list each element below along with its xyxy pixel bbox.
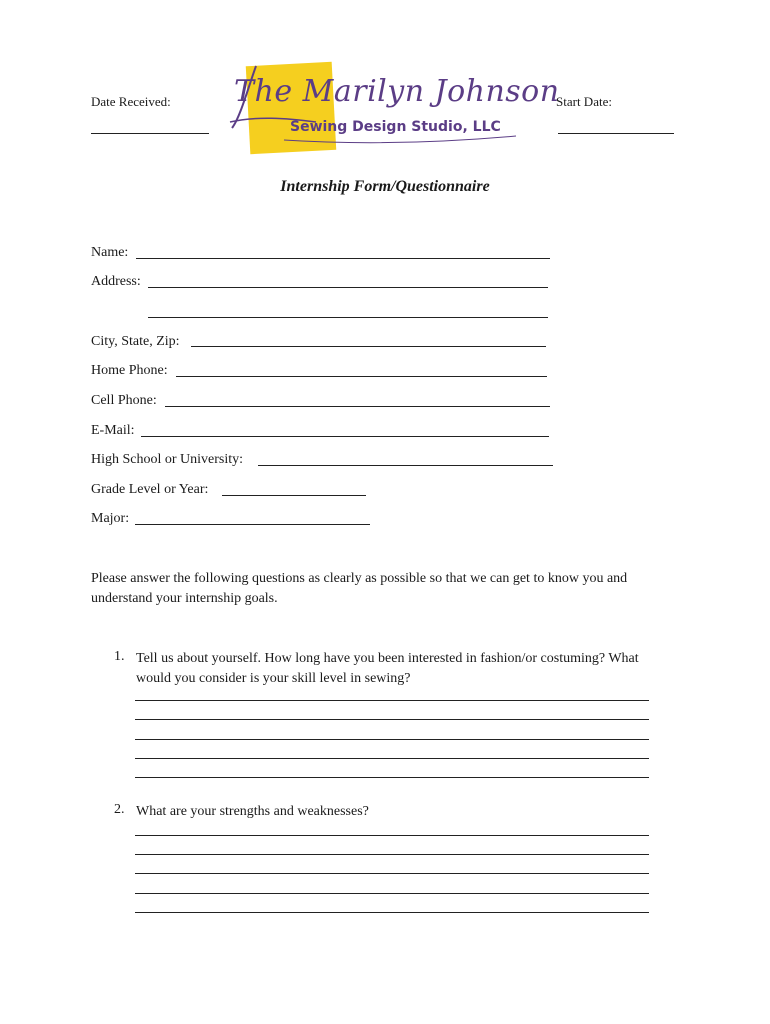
name-field[interactable] [136, 258, 550, 259]
school-field[interactable] [258, 465, 553, 466]
question-2-answer-line[interactable] [135, 854, 649, 855]
name-label: Name: [91, 245, 129, 260]
question-1-answer-line[interactable] [135, 739, 649, 740]
school-label: High School or University: [91, 452, 244, 467]
date-received-line[interactable] [91, 133, 209, 134]
question-1-text: Tell us about yourself. How long have you been interested in fashion/or costuming? What would you consider is your skill level in sewing? [136, 651, 639, 686]
question-2-answer-line[interactable] [135, 912, 649, 913]
home-phone-field[interactable] [176, 376, 547, 377]
question-1-answer-line[interactable] [135, 719, 649, 720]
question-1-answer-line[interactable] [135, 777, 649, 778]
address-label: Address: [91, 274, 141, 289]
question-2-answer-line[interactable] [135, 873, 649, 874]
question-1-answer-line[interactable] [135, 758, 649, 759]
cell-phone-field[interactable] [165, 406, 550, 407]
logo-subtitle: Sewing Design Studio, LLC [290, 119, 501, 135]
start-date-line[interactable] [558, 133, 674, 134]
form-title: Internship Form/Questionnaire [280, 178, 490, 195]
email-label: E-Mail: [91, 423, 135, 438]
city-state-zip-field[interactable] [191, 346, 546, 347]
city-state-zip-label: City, State, Zip: [91, 334, 180, 349]
major-label: Major: [91, 511, 130, 526]
question-1-answer-line[interactable] [135, 700, 649, 701]
grade-label: Grade Level or Year: [91, 482, 209, 497]
major-field[interactable] [135, 524, 370, 525]
address-field[interactable] [148, 287, 548, 288]
cell-phone-label: Cell Phone: [91, 393, 157, 408]
question-2-answer-line[interactable] [135, 835, 649, 836]
company-logo [226, 58, 560, 158]
logo-script-text: The Marilyn Johnson [234, 74, 560, 109]
question-2-answer-line[interactable] [135, 893, 649, 894]
address-field-line-2[interactable] [148, 317, 548, 318]
email-field[interactable] [141, 436, 549, 437]
question-2-number: 2. [114, 802, 125, 817]
start-date-label: Start Date: [556, 94, 612, 109]
question-1-number: 1. [114, 649, 125, 664]
home-phone-label: Home Phone: [91, 363, 168, 378]
question-2-text: What are your strengths and weaknesses? [136, 804, 369, 819]
date-received-label: Date Received: [91, 94, 171, 109]
grade-field[interactable] [222, 495, 366, 496]
instructions-paragraph: Please answer the following questions as clearly as possible so that we can get to know you and understand your internship goals. [91, 571, 628, 606]
